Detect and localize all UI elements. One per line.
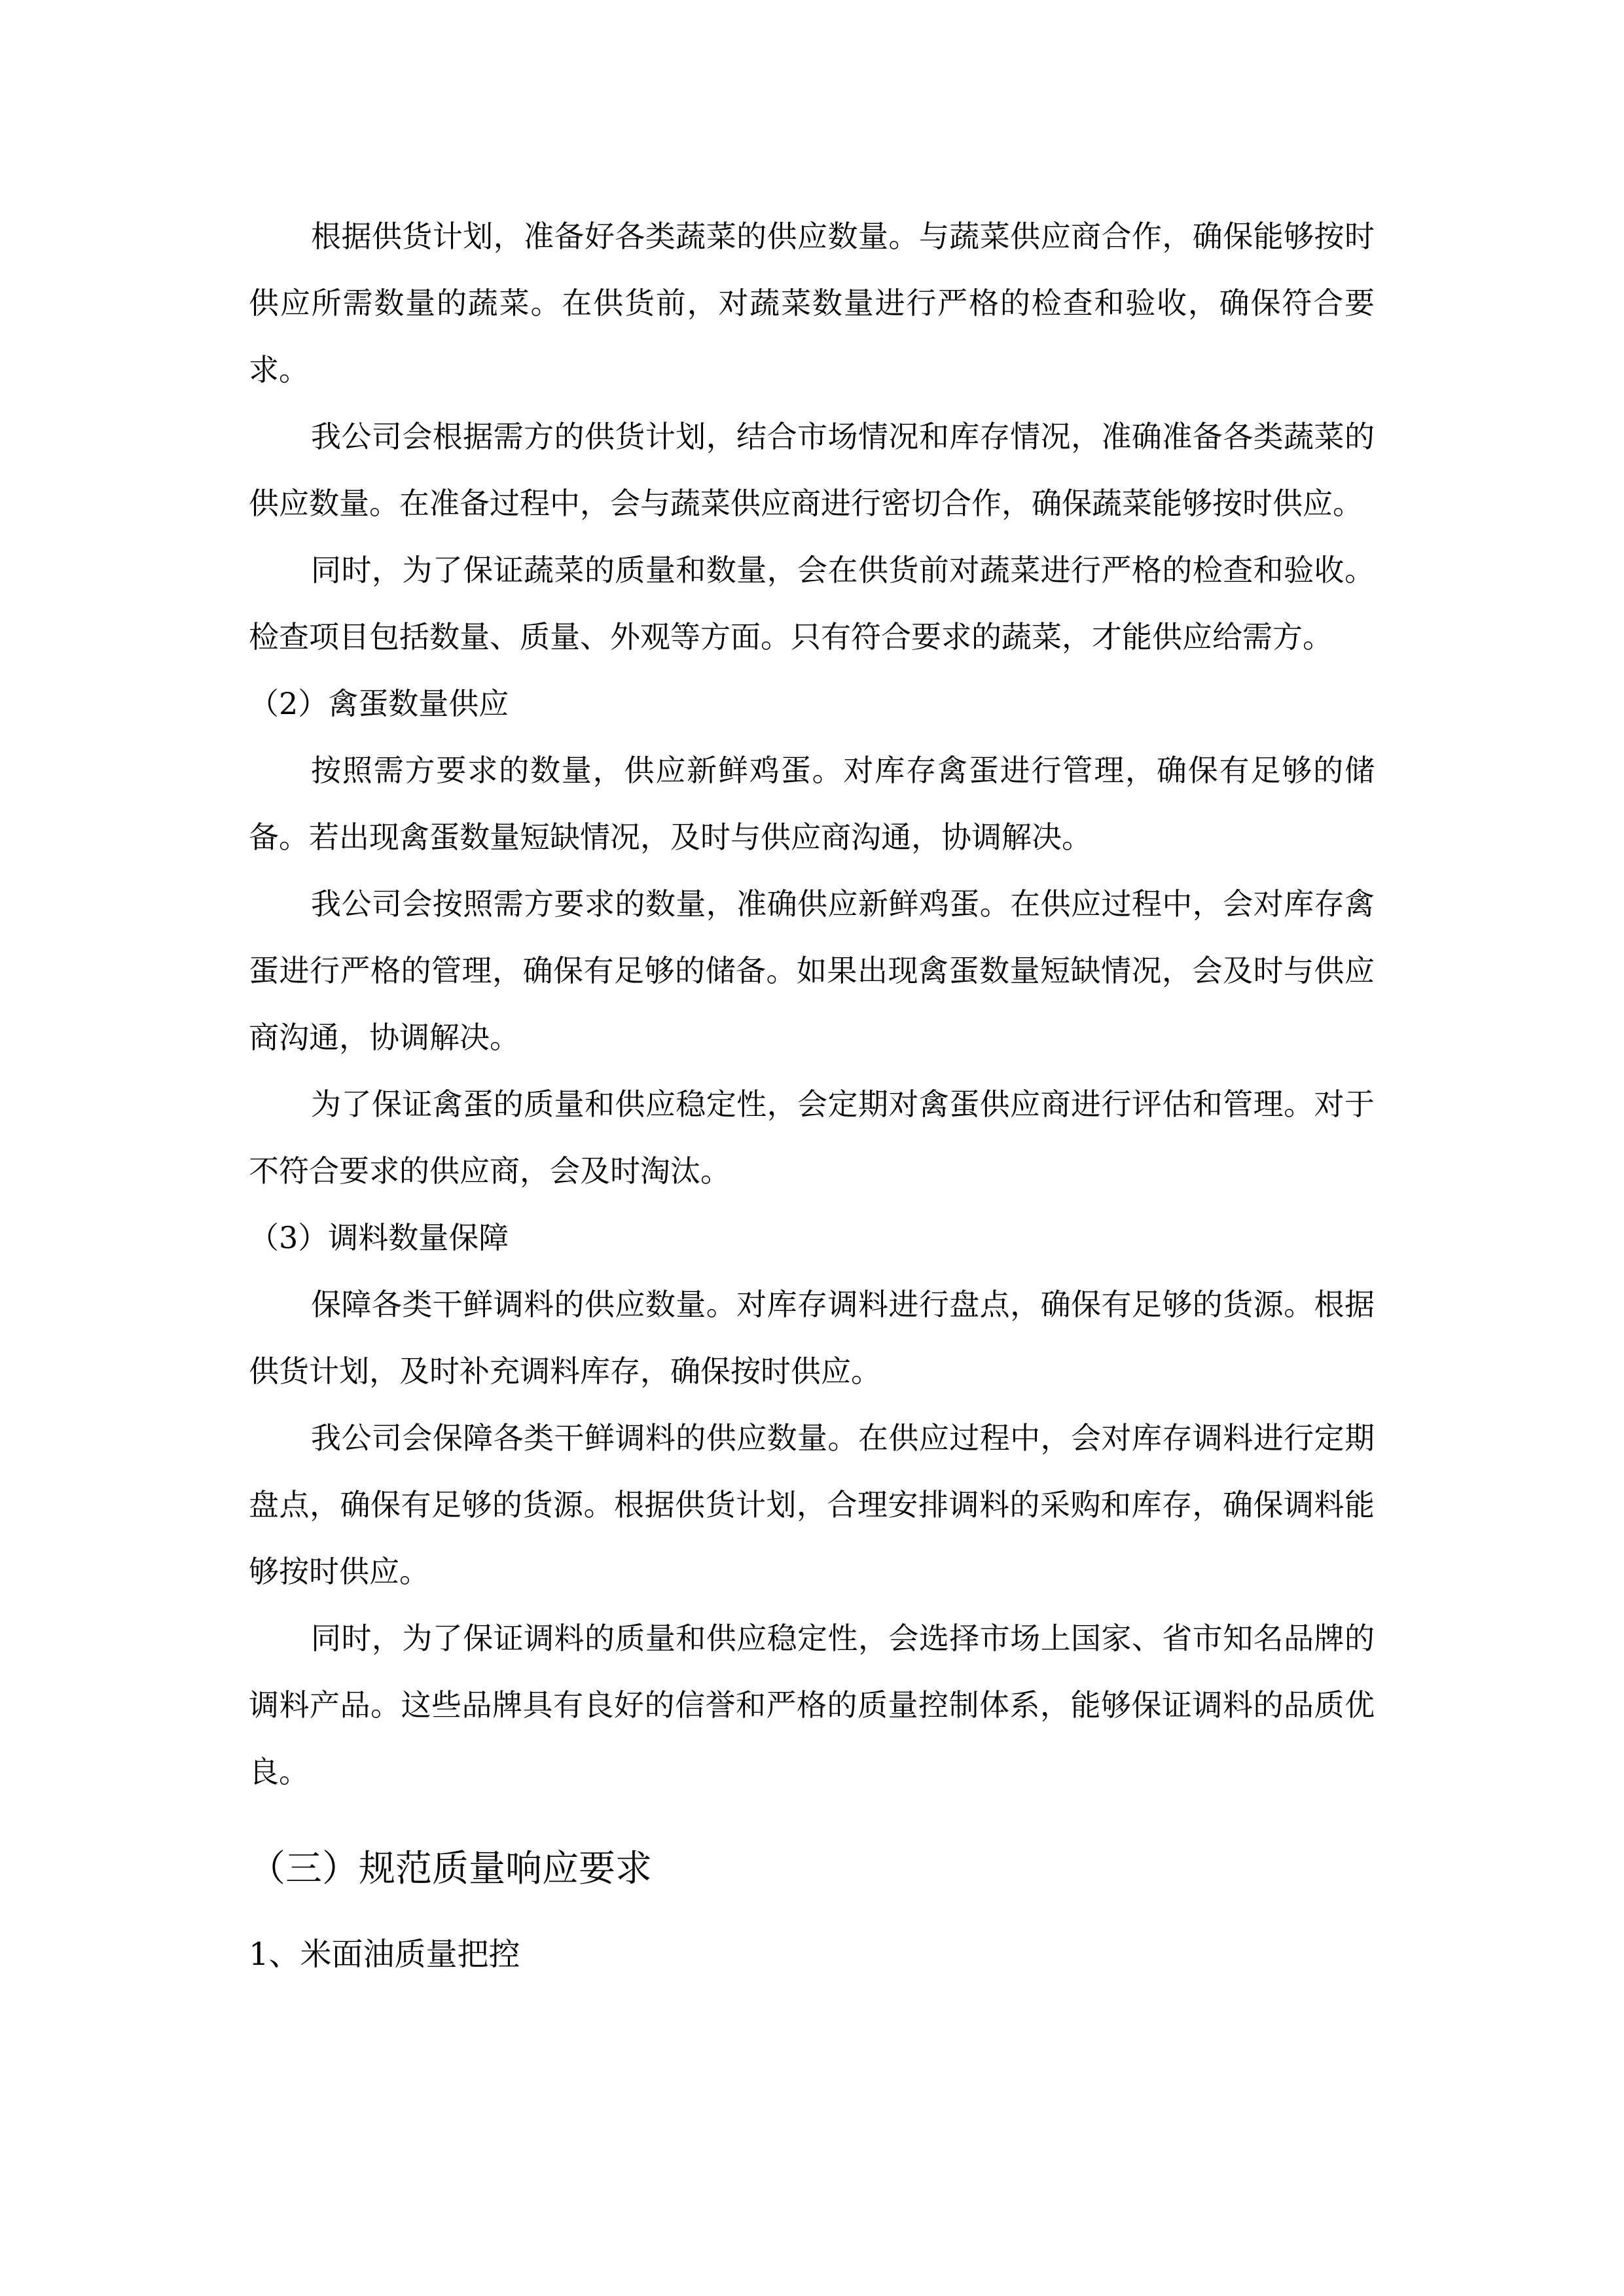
- paragraph-seasoning-brands: 同时，为了保证调料的质量和供应稳定性，会选择市场上国家、省市知名品牌的调料产品。这些品牌具有良好的信誉和严格的质量控制体系，能够保证调料的品质优良。: [249, 1621, 1375, 1789]
- paragraph-vegetable-preparation: 我公司会根据需方的供货计划，结合市场情况和库存情况，准确准备各类蔬菜的供应数量。在准备过程中，会与蔬菜供应商进行密切合作，确保蔬菜能够按时供应。: [249, 419, 1375, 521]
- document-body: [249, 203, 1375, 1994]
- paragraph-egg-quantity: 按照需方要求的数量，供应新鲜鸡蛋。对库存禽蛋进行管理，确保有足够的储备。若出现禽蛋数量短缺情况，及时与供应商沟通，协调解决。: [249, 753, 1375, 855]
- paragraph-egg-supplier-evaluation: 为了保证禽蛋的质量和供应稳定性，会定期对禽蛋供应商进行评估和管理。对于不符合要求的供应商，会及时淘汰。: [249, 1086, 1375, 1189]
- paragraph-seasoning-quantity: 保障各类干鲜调料的供应数量。对库存调料进行盘点，确保有足够的货源。根据供货计划，及时补充调料库存，确保按时供应。: [249, 1287, 1375, 1389]
- paragraph-vegetable-supply-plan: 根据供货计划，准备好各类蔬菜的供应数量。与蔬菜供应商合作，确保能够按时供应所需数量的蔬菜。在供货前，对蔬菜数量进行严格的检查和验收，确保符合要求。: [249, 219, 1375, 387]
- subheading-egg-supply: （2）禽蛋数量供应: [249, 686, 509, 721]
- item-heading-rice-flour-oil: 1、米面油质量把控: [249, 1936, 520, 1973]
- subheading-seasoning-supply: （3）调料数量保障: [249, 1220, 509, 1255]
- paragraph-seasoning-stock: 我公司会保障各类干鲜调料的供应数量。在供应过程中，会对库存调料进行定期盘点，确保有足够的货源。根据供货计划，合理安排调料的采购和库存，确保调料能够按时供应。: [249, 1420, 1375, 1589]
- paragraph-vegetable-inspection: 同时，为了保证蔬菜的质量和数量，会在供货前对蔬菜进行严格的检查和验收。检查项目包括数量、质量、外观等方面。只有符合要求的蔬菜，才能供应给需方。: [249, 552, 1375, 655]
- section-heading-quality-requirements: （三）规范质量响应要求: [249, 1848, 652, 1890]
- paragraph-egg-management: 我公司会按照需方要求的数量，准确供应新鲜鸡蛋。在供应过程中，会对库存禽蛋进行严格的管理，确保有足够的储备。如果出现禽蛋数量短缺情况，会及时与供应商沟通，协调解决。: [249, 886, 1375, 1055]
